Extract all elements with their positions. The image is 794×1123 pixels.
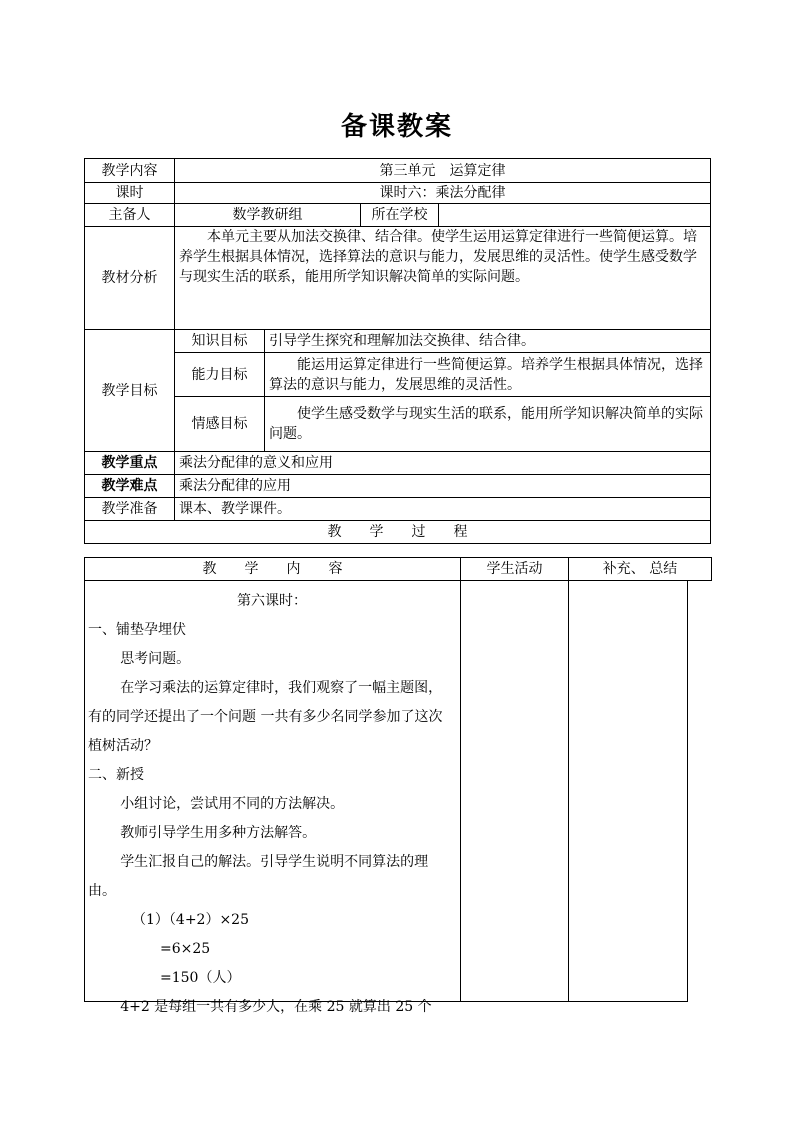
lesson-line: 二、新授 — [88, 767, 144, 783]
lesson-content — [84, 587, 460, 1022]
ability-text: 能运用运算定律进行一些简便运算。培养学生根据具体情况，选择算法的意识与能力，发展思维的灵活性。 — [265, 353, 711, 397]
difficulty-label: 教学难点 — [85, 475, 175, 498]
key-label: 教学重点 — [85, 452, 175, 475]
emotion-text: 使学生感受数学与现实生活的联系，能用所学知识解决简单的实际问题。 — [265, 397, 711, 452]
content-label: 教学内容 — [85, 159, 175, 183]
difficulty-text: 乘法分配律的应用 — [175, 475, 711, 498]
prep-label: 教学准备 — [85, 498, 175, 521]
lesson-line: 一、铺垫孕埋伏 — [88, 622, 186, 638]
prep-text: 课本、教学课件。 — [175, 498, 711, 521]
preparer-value: 数学教研组 — [175, 204, 361, 227]
emotion-label: 情感目标 — [175, 397, 265, 452]
lesson-line: 思考问题。 — [120, 651, 191, 667]
lesson-line: 在学习乘法的运算定律时，我们观察了一幅主题图，有的同学还提出了一个问题 一共有多少名同学参加了这次植树活动？ — [88, 680, 443, 754]
ability-label: 能力目标 — [175, 353, 265, 397]
analysis-label: 教材分析 — [85, 227, 175, 330]
lesson-line: =150（人） — [160, 970, 241, 986]
lesson-line: （1）（4+2）×25 — [132, 912, 249, 928]
process-column-header — [84, 557, 712, 581]
col-activity-header: 学生活动 — [461, 558, 569, 581]
period-label: 课时 — [85, 183, 175, 204]
lesson-line: 4+2 是每组一共有多少人，在乘 25 就算出 25 个 — [120, 999, 432, 1015]
preparer-label: 主备人 — [85, 204, 175, 227]
knowledge-label: 知识目标 — [175, 330, 265, 353]
analysis-text: 本单元主要从加法交换律、结合律。使学生运用运算定律进行一些简便运算。培养学生根据具体情况，选择算法的意识与能力，发展思维的灵活性。使学生感受数学与现实生活的联系，能用所学知识解决简单的实际问题。 — [175, 227, 711, 330]
period-value: 课时六：乘法分配律 — [175, 183, 711, 204]
page-title: 备课教案 — [340, 112, 453, 142]
key-text: 乘法分配律的意义和应用 — [175, 452, 711, 475]
process-header: 教 学 过 程 — [85, 521, 711, 544]
lesson-line: 学生汇报自己的解法。引导学生说明不同算法的理由。 — [88, 854, 429, 899]
summary-column — [568, 581, 688, 1002]
content-value: 第三单元 运算定律 — [175, 159, 711, 183]
col-content-header: 教 学 内 容 — [85, 558, 461, 581]
lesson-plan-table — [84, 158, 711, 544]
process-body — [84, 581, 687, 1015]
knowledge-text: 引导学生探究和理解加法交换律、结合律。 — [265, 330, 711, 353]
activity-column — [460, 581, 569, 1002]
lesson-line: =6×25 — [160, 941, 211, 957]
goals-label: 教学目标 — [85, 330, 175, 452]
lesson-line: 小组讨论，尝试用不同的方法解决。 — [120, 796, 345, 812]
lesson-line: 教师引导学生用多种方法解答。 — [120, 825, 317, 841]
school-label: 所在学校 — [361, 204, 439, 227]
school-value — [439, 204, 711, 227]
col-summary-header: 补充、 总结 — [569, 558, 712, 581]
lesson-line: 第六课时： — [237, 593, 307, 609]
